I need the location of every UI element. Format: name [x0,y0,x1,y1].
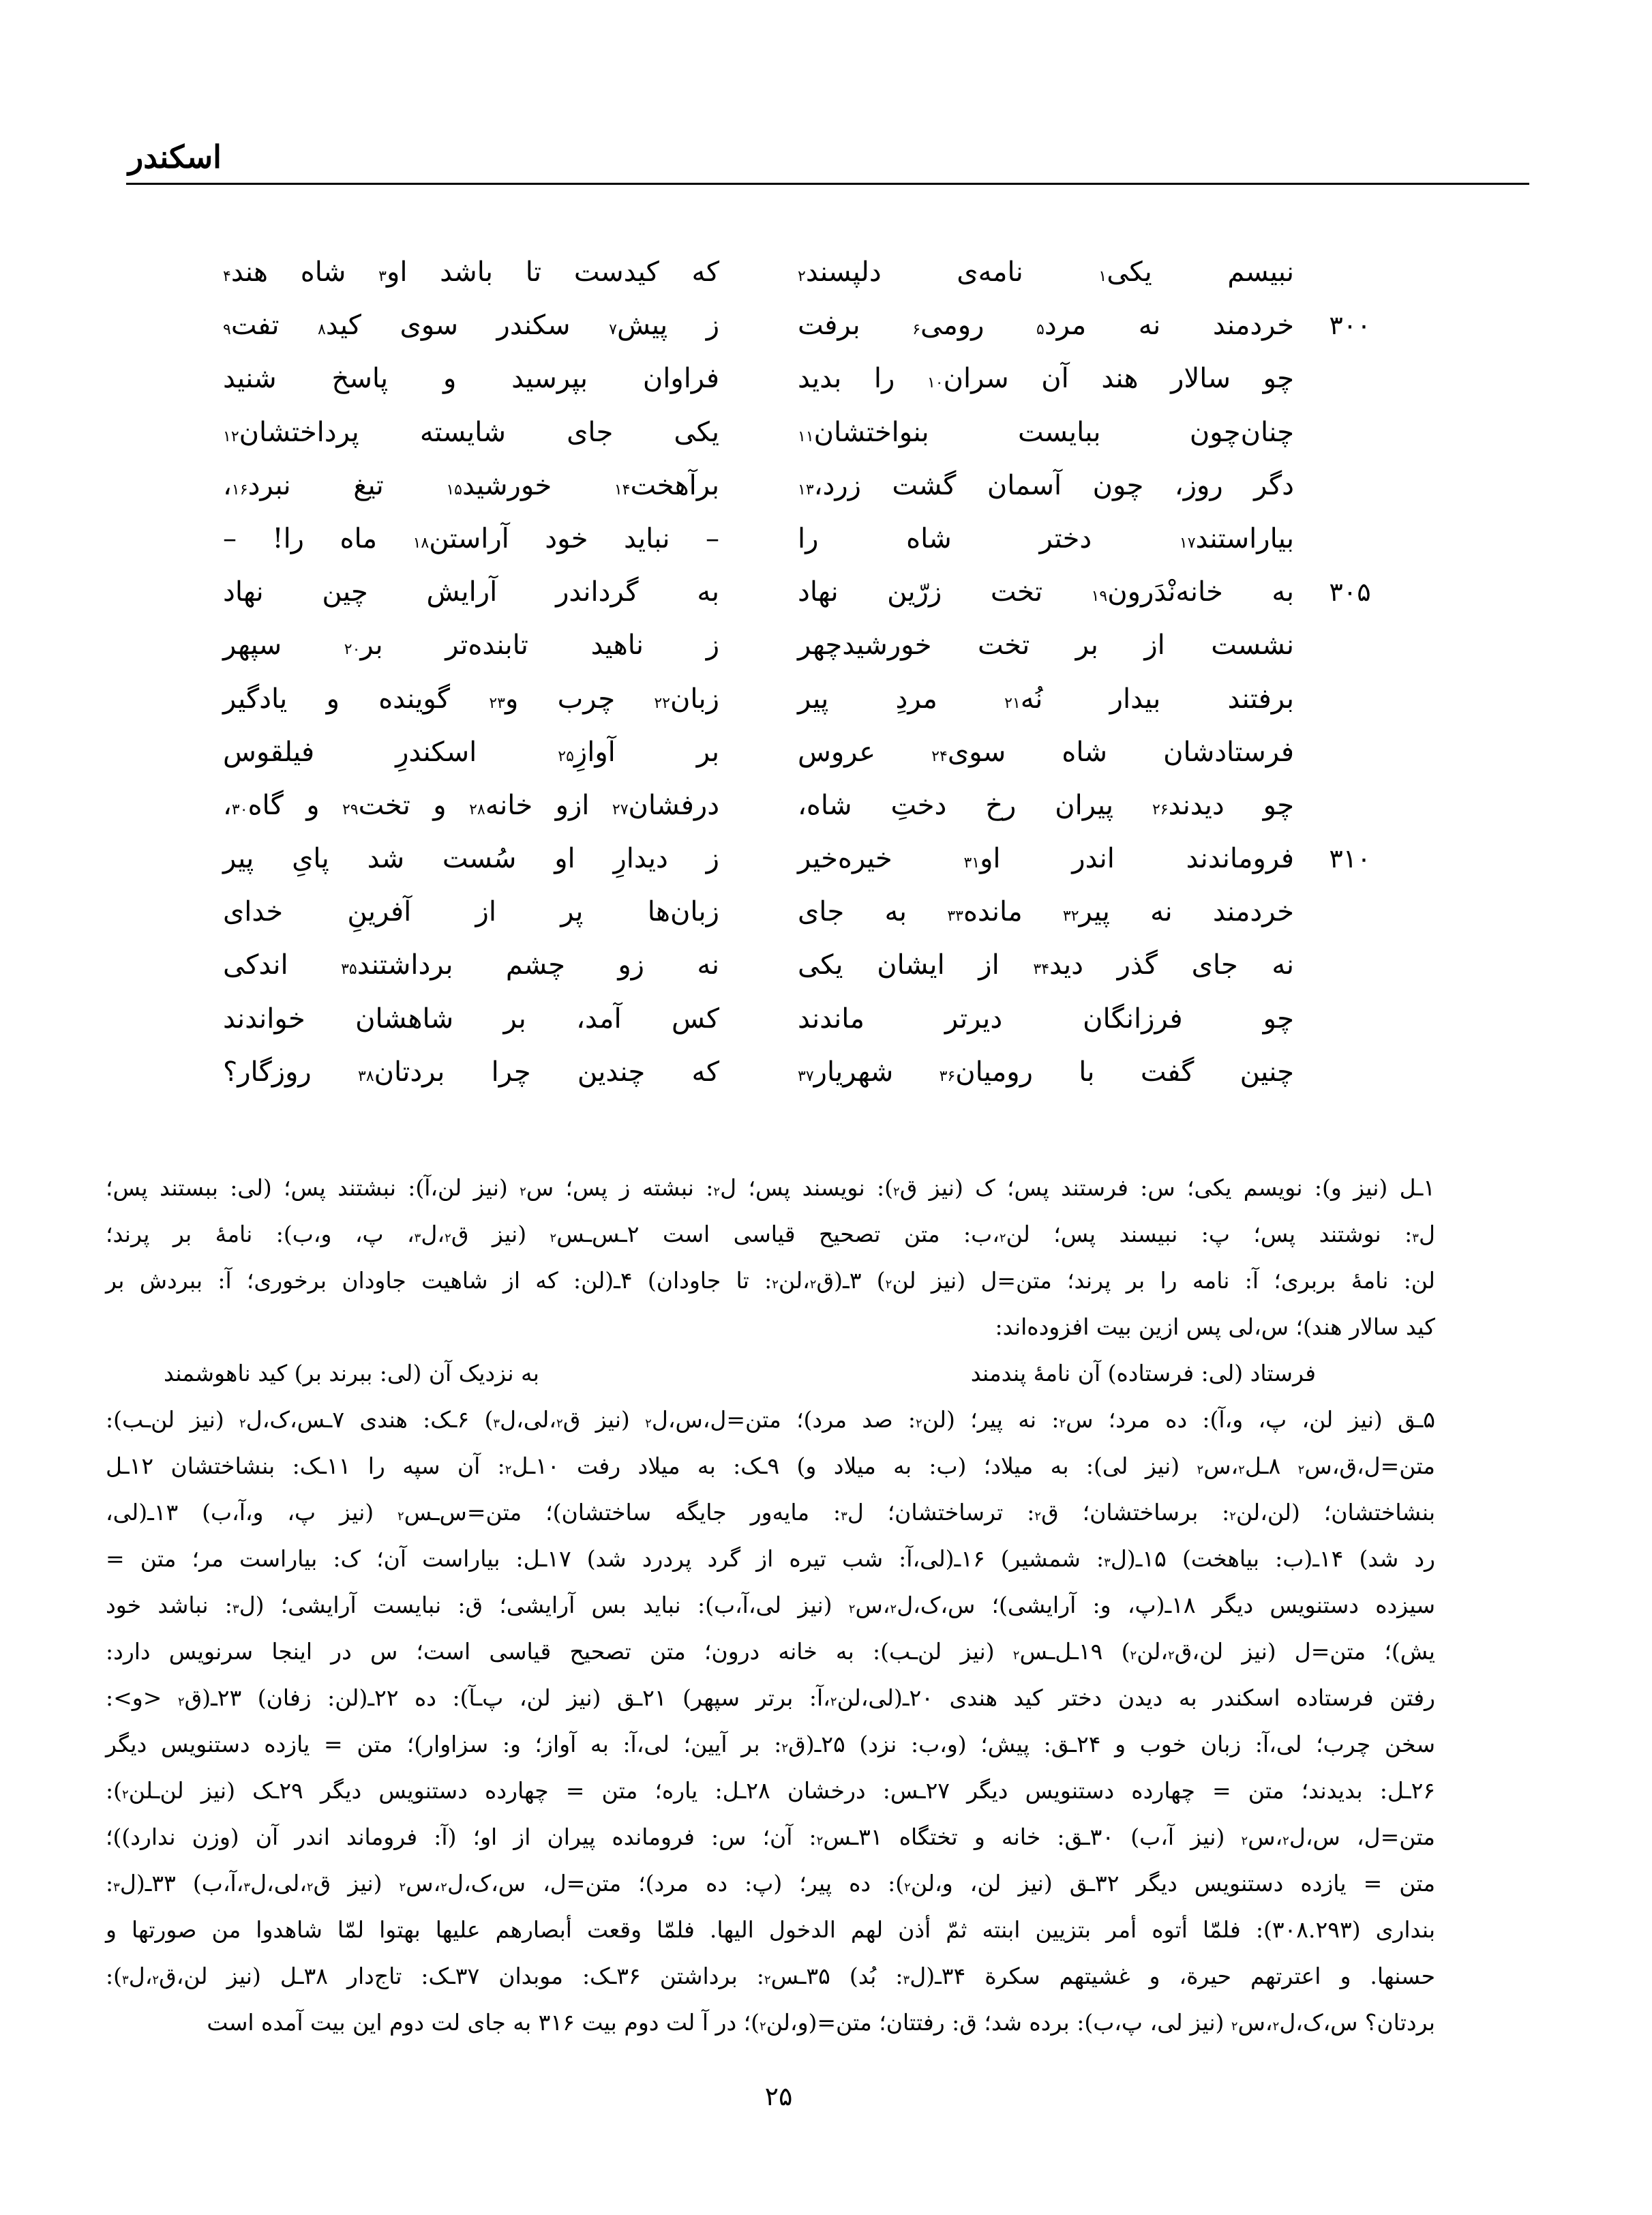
verse-line: نشست از بر تخت خورشیدچهر [798,629,1294,661]
verse-line: چنین گفت با رومیان$^{۳۶}$ شهریار$^{۳۷}$ [798,1056,1294,1088]
verse-line: چو دیدند$^{۲۶}$ پیران رخ دختِ شاه، [798,789,1294,821]
apparatus-line: یش)؛ متن=ل (نیز لن،ق$^۲$،لن$^۲$) ۱۹ـل‌ـس$^۲$ (نیز لن‌ـب): به خانه درون؛ متن تصحیح قیاسی است؛ س در اینجا سرنویس دارد: [106,1638,1435,1665]
verse-line: نه زو چشم برداشتند$^{۳۵}$ اندکی [223,949,720,981]
verse-line: یکی جای شایسته پرداختشان$^{۱۲}$ [223,416,719,448]
inset-hemistich-left: به نزدیک آن (لی: ببرند بر) کید ناهوشمند [164,1360,539,1386]
verse-line: زبان$^{۲۲}$ چرب و$^{۲۳}$ گوینده و یادگیر [223,683,719,715]
verse-line: بیاراستند$^{۱۷}$ دختر شاه را [798,522,1294,554]
verse-line: برفتند بیدار نُه$^{۲۱}$ مردِ پیر [798,683,1294,715]
poem-column-second-hemistich [223,246,719,1099]
verse-line: زبان‌ها پر از آفرینِ خدای [223,896,719,928]
verse-line: چو سالار هند آن سران$^{۱۰}$ را بدید [798,363,1294,395]
verse-line: چنان‌چون ببایست بنواختشان$^{۱۱}$ [798,416,1294,448]
apparatus-line: متن = یازده دستنویس دیگر ۳۲ـق (نیز لن، و،لن$^۲$): ده پیر؛ (پ: ده مرد)؛ متن=ل، س،ک،ل$^۲$،س$^۲$ (نیز ق$^۲$،لی،ل$^۳$،آ،ب) ۳۳ـ(ل$^۳$: [106,1870,1436,1897]
verse-line: ز پیش$^۷$ سکندر سوی کید$^۸$ تفت$^۹$ [223,310,720,342]
apparatus-line: متن=ل، س،ل$^۲$،س$^۲$ (نیز آ،ب) ۳۰ـق: خانه و تختگاه ۳۱ـس$^۲$: آن؛ س: فرومانده پیران از او؛ (آ: فروماند اندر آن (وزن ندارد))؛ [106,1824,1435,1850]
apparatus-line: رد شد) ۱۴ـ(ب: بیاهخت) ۱۵ـ(ل$^۳$: شمشیر) ۱۶ـ(لی،آ: شب تیره از گرد پردرد شد) ۱۷ـل: بیاراست آن؛ ک: بیاراست مر؛ متن = [106,1545,1435,1572]
verse-line: فرستادشان شاه سوی$^{۲۴}$ عروس [798,736,1294,768]
verse-line: به گرداندر آرایش چین نهاد [223,576,719,608]
apparatus-line: ۱ـل (نیز و): نویسم یکی؛ س: فرستند پس؛ ک (نیز ق$^۲$): نویسند پس؛ ل$^۲$: نبشته ز پس؛ س$^۲$ (نیز لن،آ): نبشتند پس؛ (لی: ببستند پس؛ [106,1174,1435,1201]
verse-line: نبیسم یکی$^۱$ نامه‌ی دلپسند$^۲$ [798,256,1295,288]
header-rule [126,183,1529,185]
verse-line: فروماندند اندر او$^{۳۱}$ خیره‌خیر [798,843,1295,875]
verse-line: به خانه‌نْدَرون$^{۱۹}$ تخت زرّین نهاد [798,576,1294,608]
verse-line: خردمند نه پیر$^{۳۲}$ مانده$^{۳۳}$ به جای [798,896,1294,928]
apparatus-line: ۲۶ـل: بدیدند؛ متن = چهارده دستنویس دیگر ۲۷ـس: درخشان ۲۸ـل: یاره؛ متن = چهارده دستنویس دیگر ۲۹ـک (نیز لن‌ـلن$^۲$): [106,1777,1436,1804]
verse-line: ز ناهید تابنده‌تر بر$^{۲۰}$ سپهر [223,629,720,661]
section-title: اسکندر [128,138,222,175]
verse-line: کس آمد، بر شاهشان خواندند [223,1002,719,1035]
apparatus-inset-verse [164,1350,1316,1397]
apparatus-line: متن=ل،ق،س$^۲$ ۸ـل$^۲$،س$^۲$ (نیز لی): به میلاد؛ (ب: به میلاد و) ۹ـک: به میلاد رفت ۱۰ـل$^۲$: آن سپه را ۱۱ـک: بنشاختشان ۱۲ـل [106,1453,1435,1479]
verse-line: خردمند نه مرد$^۵$ رومی$^۶$ برفت [798,310,1294,342]
page-number: ۲۵ [764,2081,793,2111]
apparatus-line: سخن چرب؛ لی،آ: زبان خوب و ۲۴ـق: پیش؛ (و،ب: نزد) ۲۵ـ(ق$^۲$: بر آیین؛ لی،آ: به آواز؛ و: سزاوار)؛ متن = یازده دستنویس دیگر [106,1731,1435,1757]
apparatus-line: بنداری (۳۰۸.۲۹۳): فلمّا أتوه أمر بتزیین ابنته ثمّ أذن لهم الدخول الیها. فلمّا وقعت أبصارهم علیها بهتوا لمّا شاهدوا من صورتها و [106,1916,1436,1943]
critical-apparatus [106,1165,1435,2046]
verse-line: که کیدست تا باشد او$^۳$ شاه هند$^۴$ [223,256,719,288]
verse-line: بر آوازِ$^{۲۵}$ اسکندرِ فیلقوس [223,736,719,768]
verse-number-310: ۳۱۰ [1329,844,1371,874]
apparatus-line: لن: نامهٔ بربری؛ آ: نامه را بر پرند؛ متن=ل (نیز لن$^۲$) ۳ـ(ق$^۲$،لن$^۲$: تا جاودان) ۴ـ(لن: که از شاهیت جاودان برخوری؛ آ: ببردش بر [106,1267,1435,1294]
apparatus-line: بردتان؟ س،ک،ل$^۲$،س$^۲$ (نیز لی، پ،ب): برده شد؛ ق: رفتتان؛ متن=(و،لن$^۲$)؛ در آ لت دوم بیت ۳۱۶ به جای لت دوم این بیت آمده است [207,2009,1435,2036]
apparatus-line: حسنها. و اعترتهم حیرة، و غشیتهم سکرة ۳۴ـ(ل$^۳$: بُد) ۳۵ـس$^۲$: برداشتن ۳۶ـک: موبدان ۳۷ـک: تاج‌دار ۳۸ـل (نیز لن،ق$^۲$،ل$^۳$): [106,1963,1435,1989]
apparatus-line: رفتن فرستاده اسکندر به دیدن دختر کید هندی ۲۰ـ(لی،لن$^۲$،آ: برتر سپهر) ۲۱ـق (نیز لن، پ‌ـآ): ده ۲۲ـ(لن: زفان) ۲۳ـ(ق$^۲$ <و>: [106,1684,1435,1711]
verse-line: فراوان بپرسید و پاسخ شنید [223,363,719,395]
verse-line: درفشان$^{۲۷}$ ازو خانه$^{۲۸}$ و تخت$^{۲۹}$ و گاه$^{۳۰}$، [223,789,720,821]
verse-line: چو فرزانگان دیرتر ماندند [798,1002,1294,1035]
apparatus-line: بنشاختشان؛ (لن،لن$^۲$: برساختشان؛ ق$^۲$: ترساختشان؛ ل$^۳$: مایه‌ور جایگه ساختشان)؛ متن=س‌ـس$^۲$ (نیز پ، و،آ،ب) ۱۳ـ(لی، [106,1499,1436,1526]
verse-number-305: ۳۰۵ [1329,577,1371,607]
verse-line: – نباید خود آراستن$^{۱۸}$ ماه را! – [223,522,719,554]
apparatus-line: ل$^۳$: نوشتند پس؛ پ: نبیسند پس؛ لن$^۲$،ب: متن تصحیح قیاسی است ۲ـس‌ـس$^۲$ (نیز ق$^۲$،ل$^۳$، پ، و،ب): نامهٔ بر پرند؛ [106,1221,1435,1247]
apparatus-line: سیزده دستنویس دیگر ۱۸ـ(پ، و: آرایشی)؛ س،ک،ل$^۲$،س$^۲$ (نیز لی،آ،ب): نباید بس آرایشی؛ ق: نبایست آرایشی؛ (ل$^۳$: نباشد خود [106,1592,1435,1618]
poem-column-first-hemistich [798,246,1294,1099]
verse-number-300: ۳۰۰ [1329,310,1371,340]
inset-hemistich-right: فرستاد (لی: فرستاده) آن نامهٔ پندمند [970,1360,1316,1386]
verse-line: ز دیدارِ او سُست شد پایِ پیر [223,843,719,875]
verse-line: دگر روز، چون آسمان گشت زرد،$^{۱۳}$ [798,469,1294,501]
apparatus-line: ۵ـق (نیز لن، پ، و،آ): ده مرد؛ س$^۲$: نه پیر؛ (لن$^۲$: صد مرد)؛ متن=ل،س،ل$^۲$ (نیز ق$^۲$،لی،ل$^۳$) ۶ـک: هندی ۷ـس،ک،ل$^۲$ (نیز لن‌ـب): [106,1406,1435,1433]
verse-line: برآهخت$^{۱۴}$ خورشید$^{۱۵}$ تیغ نبرد$^{۱۶}$، [223,469,719,501]
verse-line: نه جای گذر دید$^{۳۴}$ از ایشان یکی [798,949,1294,981]
apparatus-line: کید سالار هند)؛ س،لی پس ازین بیت افزوده‌اند: [995,1313,1435,1340]
verse-line: که چندین چرا بردتان$^{۳۸}$ روزگار؟ [223,1056,719,1088]
